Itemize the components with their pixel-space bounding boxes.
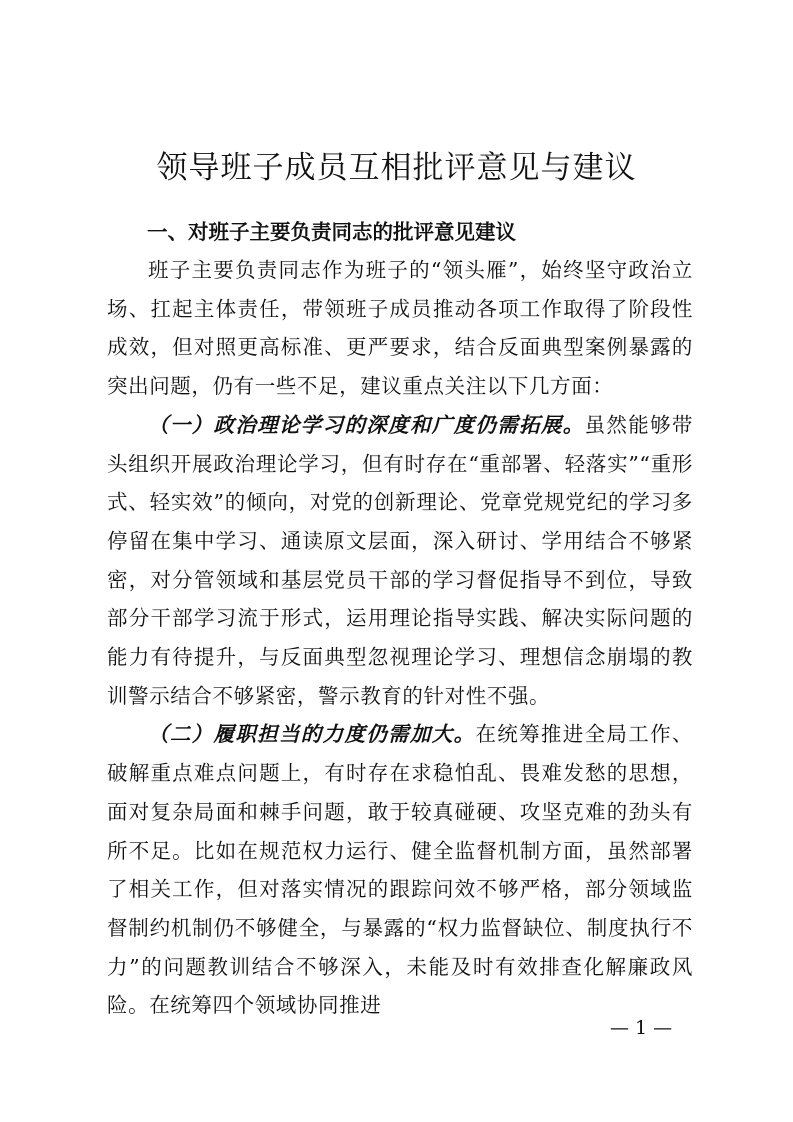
document-title: 领导班子成员互相批评意见与建议 xyxy=(156,150,637,186)
intro-paragraph: 班子主要负责同志作为班子的“领头雁”，始终坚守政治立场、扛起主体责任，带领班子成员推动各项工作取得了阶段性成效，但对照更高标准、更严要求，结合反面典型案例暴露的突出问题，仍有一些不足，建议重点关注以下几方面： xyxy=(107,258,693,399)
point-1-text: 虽然能够带头组织开展政治理论学习，但有时存在“重部署、轻落实”“重形式、轻实效”的倾向，对党的创新理论、党章党规党纪的学习多停留在集中学习、通读原文层面，深入研讨、学用结合不够紧密，对分管领域和基层党员干部的学习督促指导不到位，导致部分干部学习流于形式，运用理论指导实践、解决实际问题的能力有待提升，与反面典型忽视理论学习、理想信念崩塌的教训警示结合不够紧密，警示教育的针对性不强。 xyxy=(107,412,694,708)
section-heading: 一、对班子主要负责同志的批评意见建议 xyxy=(147,220,516,244)
point-paragraph-2 xyxy=(107,715,693,1025)
point-1-lead: （一）政治理论学习的深度和广度仍需拓展。 xyxy=(148,412,585,437)
point-2-text: 在统筹推进全局工作、破解重点难点问题上，有时存在求稳怕乱、畏难发愁的思想，面对复杂局面和棘手问题，敢于较真碰硬、攻坚克难的劲头有所不足。比如在规范权力运行、健全监督机制方面，虽然部署了相关工作，但对落实情况的跟踪问效不够严格，部分领域监督制约机制仍不够健全，与暴露的“权力监督缺位、制度执行不力”的问题教训结合不够深入，未能及时有效排查化解廉政风险。在统筹四个领域协同推进 xyxy=(107,722,693,1018)
point-2-lead: （二）履职担当的力度仍需加大。 xyxy=(148,722,476,747)
point-paragraph-1 xyxy=(107,406,693,716)
document-body xyxy=(107,251,693,1025)
page-number: — 1 — xyxy=(610,1017,673,1039)
